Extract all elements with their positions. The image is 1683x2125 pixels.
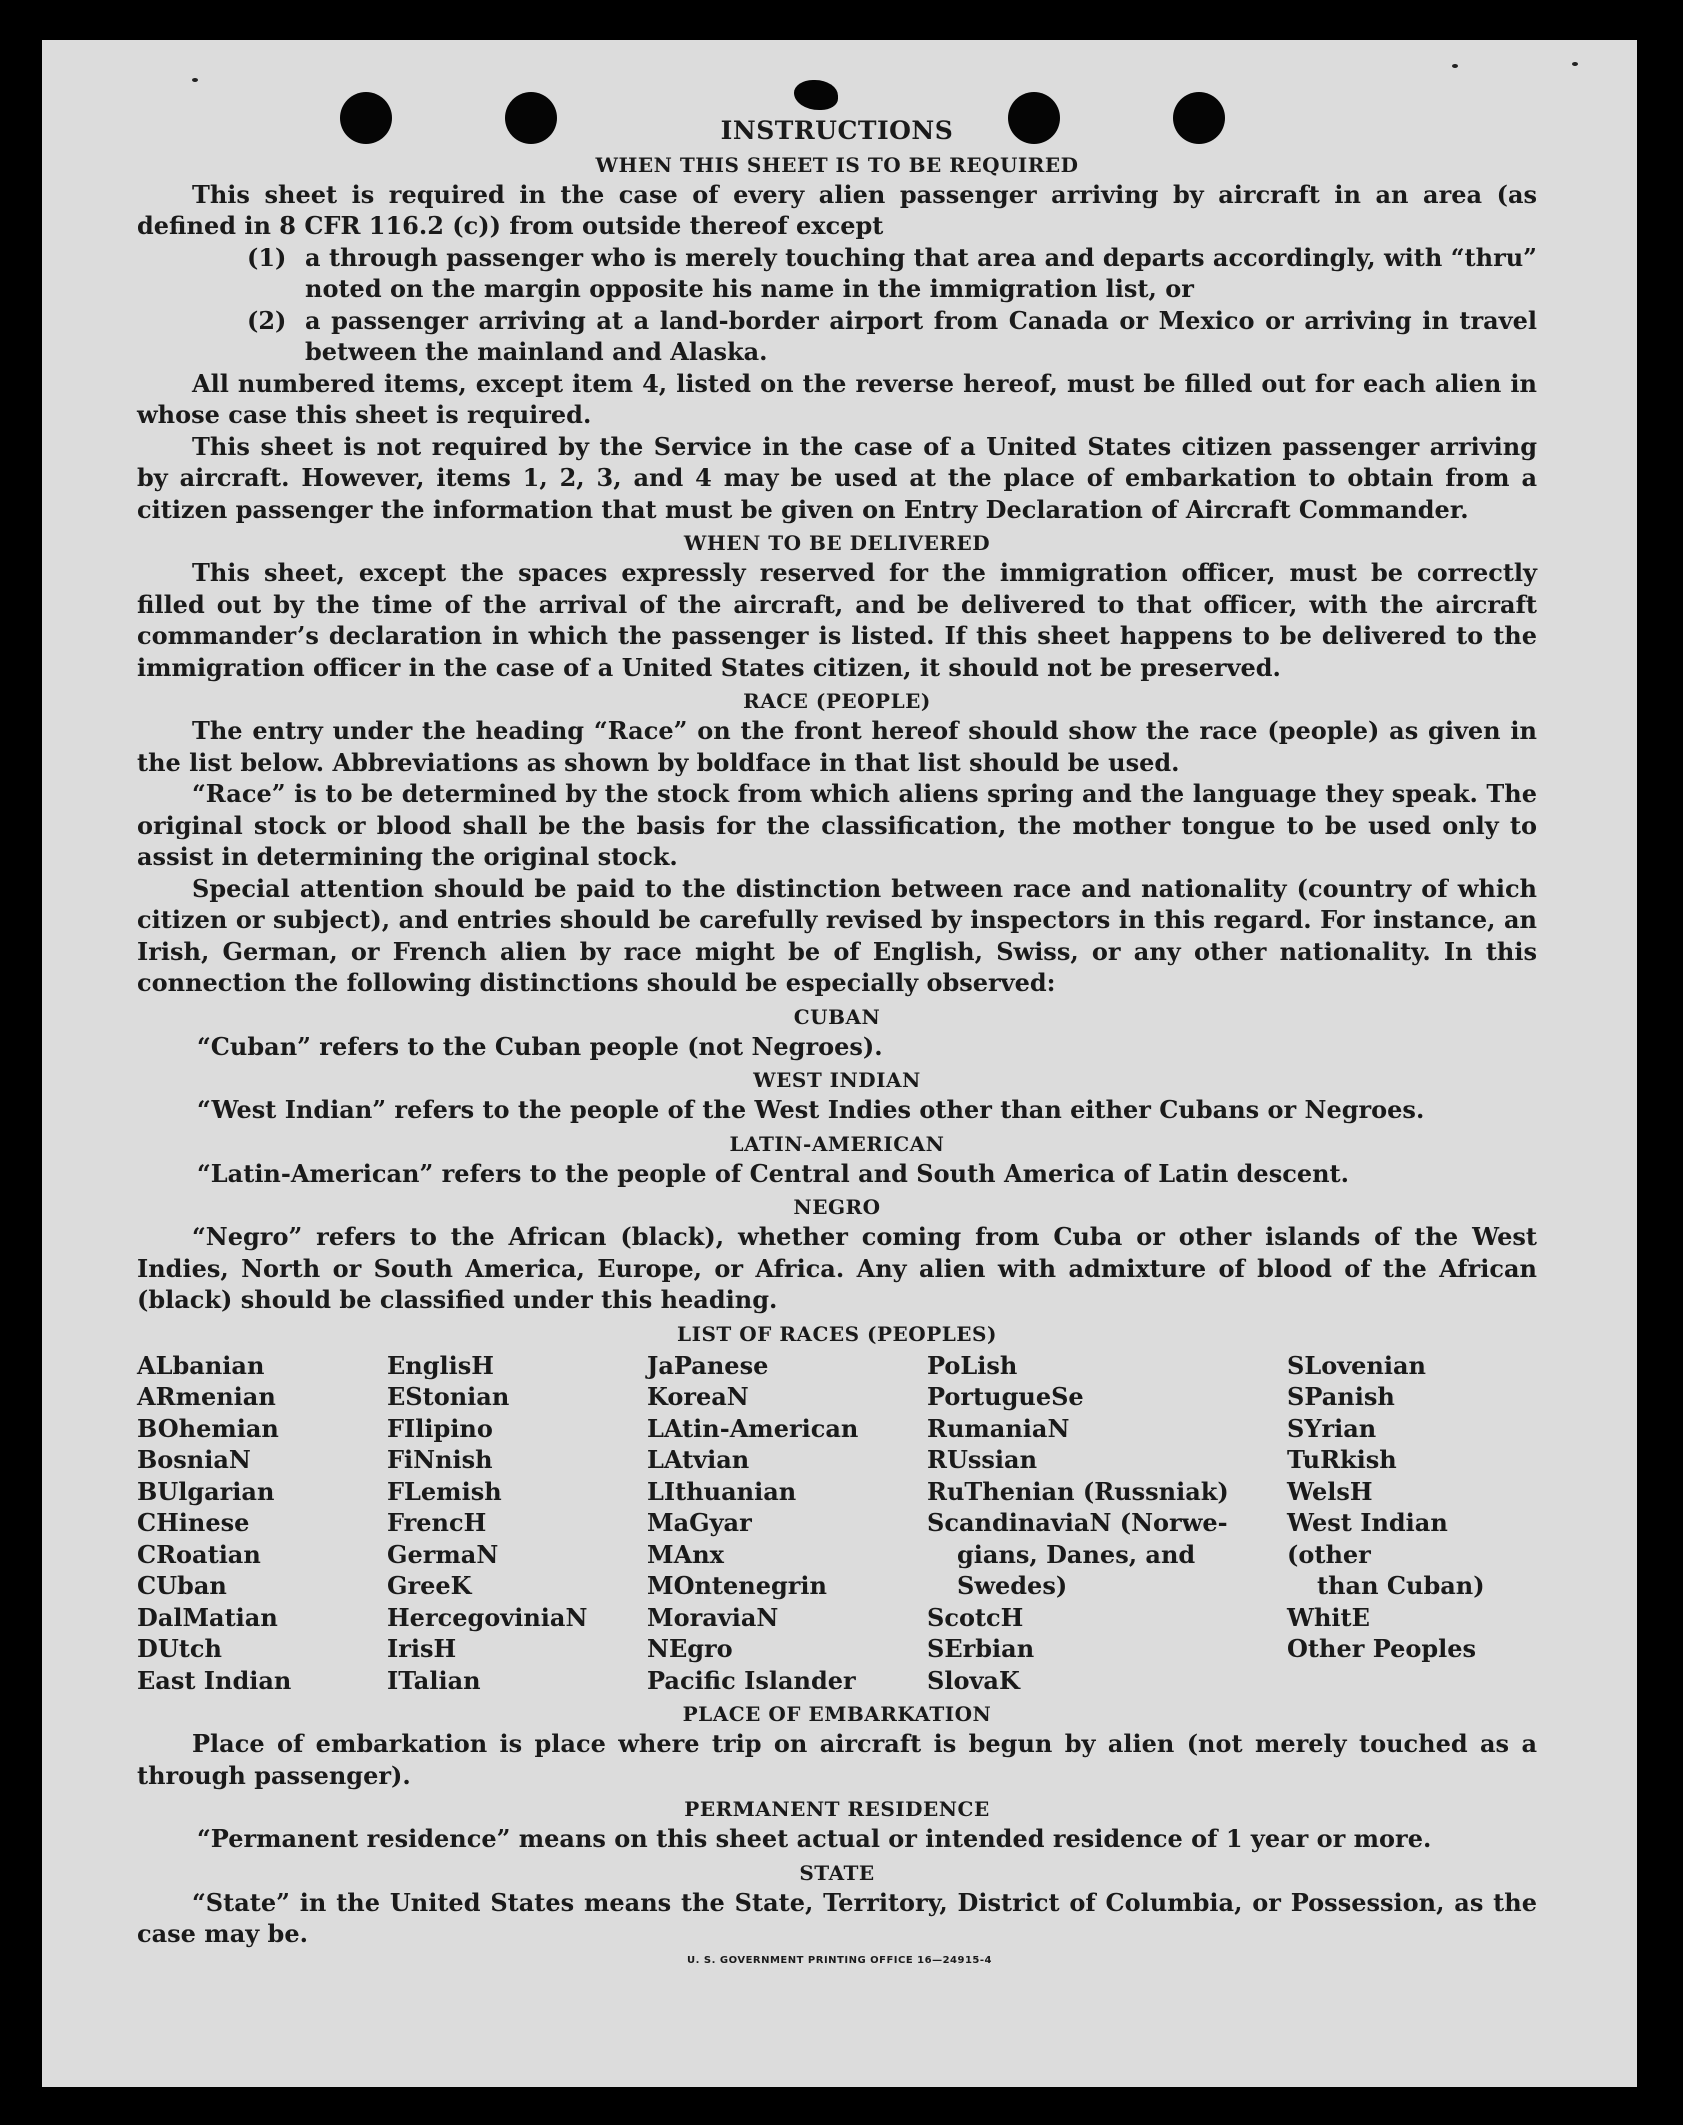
- race-entry: SYrian: [1287, 1413, 1377, 1443]
- race-entry: MoraviaN: [647, 1602, 779, 1632]
- race-entry: SPanish: [1287, 1382, 1395, 1411]
- section-heading-cuban: CUBAN: [793, 1004, 881, 1029]
- exception-number: (1): [247, 242, 287, 272]
- races-group: [1287, 1570, 1537, 1602]
- race-entry: RumaniaN: [927, 1413, 1070, 1443]
- races-group: [1287, 1602, 1537, 1665]
- race-entry: CHinese: [137, 1508, 250, 1537]
- state-definition: “State” in the United States means the State, Territory, District of Columbia, or Possession, as the case may be.: [137, 1887, 1537, 1948]
- race-entry: MaGyar: [647, 1508, 752, 1537]
- race-entry: West Indian (other: [1287, 1508, 1448, 1569]
- section-heading-embarkation: PLACE OF EMBARKATION: [682, 1702, 992, 1726]
- race-entry: IrisH: [387, 1634, 457, 1663]
- race-entry: GreeK: [387, 1571, 472, 1600]
- section-heading-race: RACE (PEOPLE): [743, 689, 931, 713]
- race-entry: FIlipino: [387, 1413, 493, 1443]
- race-entry: WelsH: [1287, 1476, 1373, 1506]
- race-entry: Swedes): [957, 1571, 1068, 1600]
- race-entry: DalMatian: [137, 1602, 278, 1632]
- race-paragraph-2: “Race” is to be determined by the stock from which aliens spring and the language they speak. The original stock or blood shall be the basis for the classification, the mother tongue to be used only to assist in determining the original stock.: [137, 779, 1537, 871]
- cuban-definition: “Cuban” refers to the Cuban people (not Negroes).: [197, 1031, 883, 1061]
- race-entry: SlovaK: [927, 1665, 1020, 1695]
- race-entry: LAtin-American: [647, 1413, 859, 1443]
- race-entry: BUlgarian: [137, 1476, 275, 1506]
- race-entry: SErbian: [927, 1634, 1035, 1663]
- race-entry: SLovenian: [1287, 1350, 1426, 1380]
- section-heading-state: STATE: [799, 1860, 875, 1885]
- race-entry: East Indian: [137, 1665, 292, 1695]
- exception-text: a through passenger who is merely touching that area and departs accordingly, with “thru” noted on the margin opposite his name in the immigration list, or: [305, 242, 1537, 303]
- citizen-note-paragraph: This sheet is not required by the Service in the case of a United States citizen passenger arriving by aircraft. However, items 1, 2, 3, and 4 may be used at the place of embarkation to obtain from a citizen passenger the information that must be given on Entry Declaration of Aircraft Commander.: [137, 431, 1537, 524]
- race-entry: gians, Danes, and: [957, 1539, 1196, 1569]
- race-entry: Other Peoples: [1287, 1634, 1477, 1663]
- ink-speck: [1452, 64, 1458, 68]
- document-sheet: [42, 40, 1637, 2087]
- race-entry: than Cuban): [1317, 1571, 1485, 1600]
- section-heading-latin-american: LATIN-AMERICAN: [729, 1131, 945, 1156]
- race-entry: ITalian: [387, 1665, 481, 1695]
- race-entry: RuThenian (Russniak): [927, 1476, 1229, 1506]
- race-entry: BOhemian: [137, 1413, 279, 1443]
- race-paragraph-1: The entry under the heading “Race” on the front hereof should show the race (people) as given in the list below. Abbreviations as shown by boldface in that list should be used.: [137, 716, 1537, 777]
- section-heading-list-of-races: LIST OF RACES (PEOPLES): [677, 1321, 997, 1346]
- race-entry: TuRkish: [1287, 1445, 1397, 1474]
- races-column: [647, 1350, 927, 1697]
- race-entry: DUtch: [137, 1634, 222, 1663]
- race-entry: FLemish: [387, 1476, 502, 1506]
- race-entry: HercegoviniaN: [387, 1602, 588, 1632]
- section-heading-when-delivered: WHEN TO BE DELIVERED: [683, 531, 991, 555]
- races-column: [927, 1350, 1287, 1697]
- race-paragraph-3: Special attention should be paid to the distinction between race and nationality (country of which citizen or subject), and entries should be carefully revised by inspectors in this regard. For instance, an Irish, German, or French alien by race might be of English, Swiss, or any other nationality. In this connection the following distinctions should be especially observed:: [137, 873, 1537, 997]
- race-entry: PoLish: [927, 1350, 1018, 1380]
- when-delivered-paragraph: This sheet, except the spaces expressly reserved for the immigration officer, must be correctly filled out by the time of the arrival of the aircraft, and be delivered to that officer, with the aircraft commander’s declaration in which the passenger is listed. If this sheet happens to be delivered to the immigration officer in the case of a United States citizen, it should not be preserved.: [137, 558, 1537, 682]
- race-entry: LAtvian: [647, 1445, 750, 1474]
- residence-definition: “Permanent residence” means on this sheet actual or intended residence of 1 year or more.: [197, 1824, 1432, 1853]
- race-entry: CUban: [137, 1571, 227, 1600]
- exception-text: a passenger arriving at a land-border airport from Canada or Mexico or arriving in travel between the mainland and Alaska.: [305, 305, 1537, 366]
- race-entry: ScandinaviaN (Norwe-: [927, 1508, 1228, 1537]
- race-entry: FrencH: [387, 1508, 487, 1537]
- section-heading-negro: NEGRO: [793, 1195, 881, 1219]
- races-column: [387, 1350, 647, 1697]
- section-heading-west-indian: WEST INDIAN: [753, 1068, 921, 1092]
- embarkation-definition: Place of embarkation is place where trip on aircraft is begun by alien (not merely touched as a through passenger).: [137, 1729, 1537, 1790]
- races-group: [1287, 1350, 1537, 1571]
- ink-speck: [1572, 62, 1578, 66]
- when-required-intro: This sheet is required in the case of every alien passenger arriving by aircraft in an area (as defined in 8 CFR 116.2 (c)) from outside thereof except: [137, 179, 1537, 240]
- ink-speck: [192, 78, 198, 82]
- race-entry: LIthuanian: [647, 1476, 797, 1506]
- race-entry: JaPanese: [647, 1350, 769, 1380]
- negro-definition: “Negro” refers to the African (black), whether coming from Cuba or other islands of the West Indies, North or South America, Europe, or Africa. Any alien with admixture of blood of the African (black) should be classified under this heading.: [137, 1222, 1537, 1314]
- race-entry: NEgro: [647, 1634, 733, 1663]
- instructions-body: [137, 115, 1537, 1950]
- exception-number: (2): [247, 305, 287, 335]
- race-entry: GermaN: [387, 1539, 499, 1569]
- race-entry: CRoatian: [137, 1539, 261, 1569]
- race-entry: BosniaN: [137, 1445, 251, 1474]
- races-group: [927, 1350, 1287, 1539]
- race-entry: WhitE: [1287, 1602, 1370, 1632]
- race-entry: MOntenegrin: [647, 1571, 827, 1600]
- section-heading-when-required: WHEN THIS SHEET IS TO BE REQUIRED: [595, 152, 1079, 177]
- race-entry: EnglisH: [387, 1350, 494, 1380]
- race-entry: MAnx: [647, 1539, 724, 1569]
- race-entry: KoreaN: [647, 1382, 749, 1411]
- races-column: [137, 1350, 387, 1697]
- race-entry: FiNnish: [387, 1445, 493, 1474]
- west-indian-definition: “West Indian” refers to the people of the West Indies other than either Cubans or Negroes.: [197, 1095, 1425, 1124]
- printing-office-footer: U. S. GOVERNMENT PRINTING OFFICE 16—24915-4: [687, 1955, 992, 1966]
- races-group: [927, 1539, 1287, 1602]
- race-entry: Pacific Islander: [647, 1665, 856, 1695]
- races-column: [1287, 1350, 1537, 1697]
- latin-american-definition: “Latin-American” refers to the people of Central and South America of Latin descent.: [197, 1158, 1349, 1188]
- section-heading-residence: PERMANENT RESIDENCE: [684, 1797, 990, 1821]
- exception-item: [137, 242, 1537, 305]
- race-entry: RUssian: [927, 1445, 1038, 1474]
- races-list: [137, 1350, 1537, 1697]
- numbered-items-paragraph: All numbered items, except item 4, listed on the reverse hereof, must be filled out for each alien in whose case this sheet is required.: [137, 368, 1537, 429]
- race-entry: ALbanian: [137, 1350, 265, 1380]
- punch-hole: [794, 80, 838, 110]
- race-entry: PortugueSe: [927, 1382, 1084, 1411]
- race-entry: ScotcH: [927, 1602, 1024, 1632]
- race-entry: ARmenian: [137, 1382, 276, 1411]
- race-entry: EStonian: [387, 1382, 510, 1411]
- exception-item: [137, 305, 1537, 368]
- races-group: [927, 1602, 1287, 1697]
- page-title: INSTRUCTIONS: [720, 116, 954, 145]
